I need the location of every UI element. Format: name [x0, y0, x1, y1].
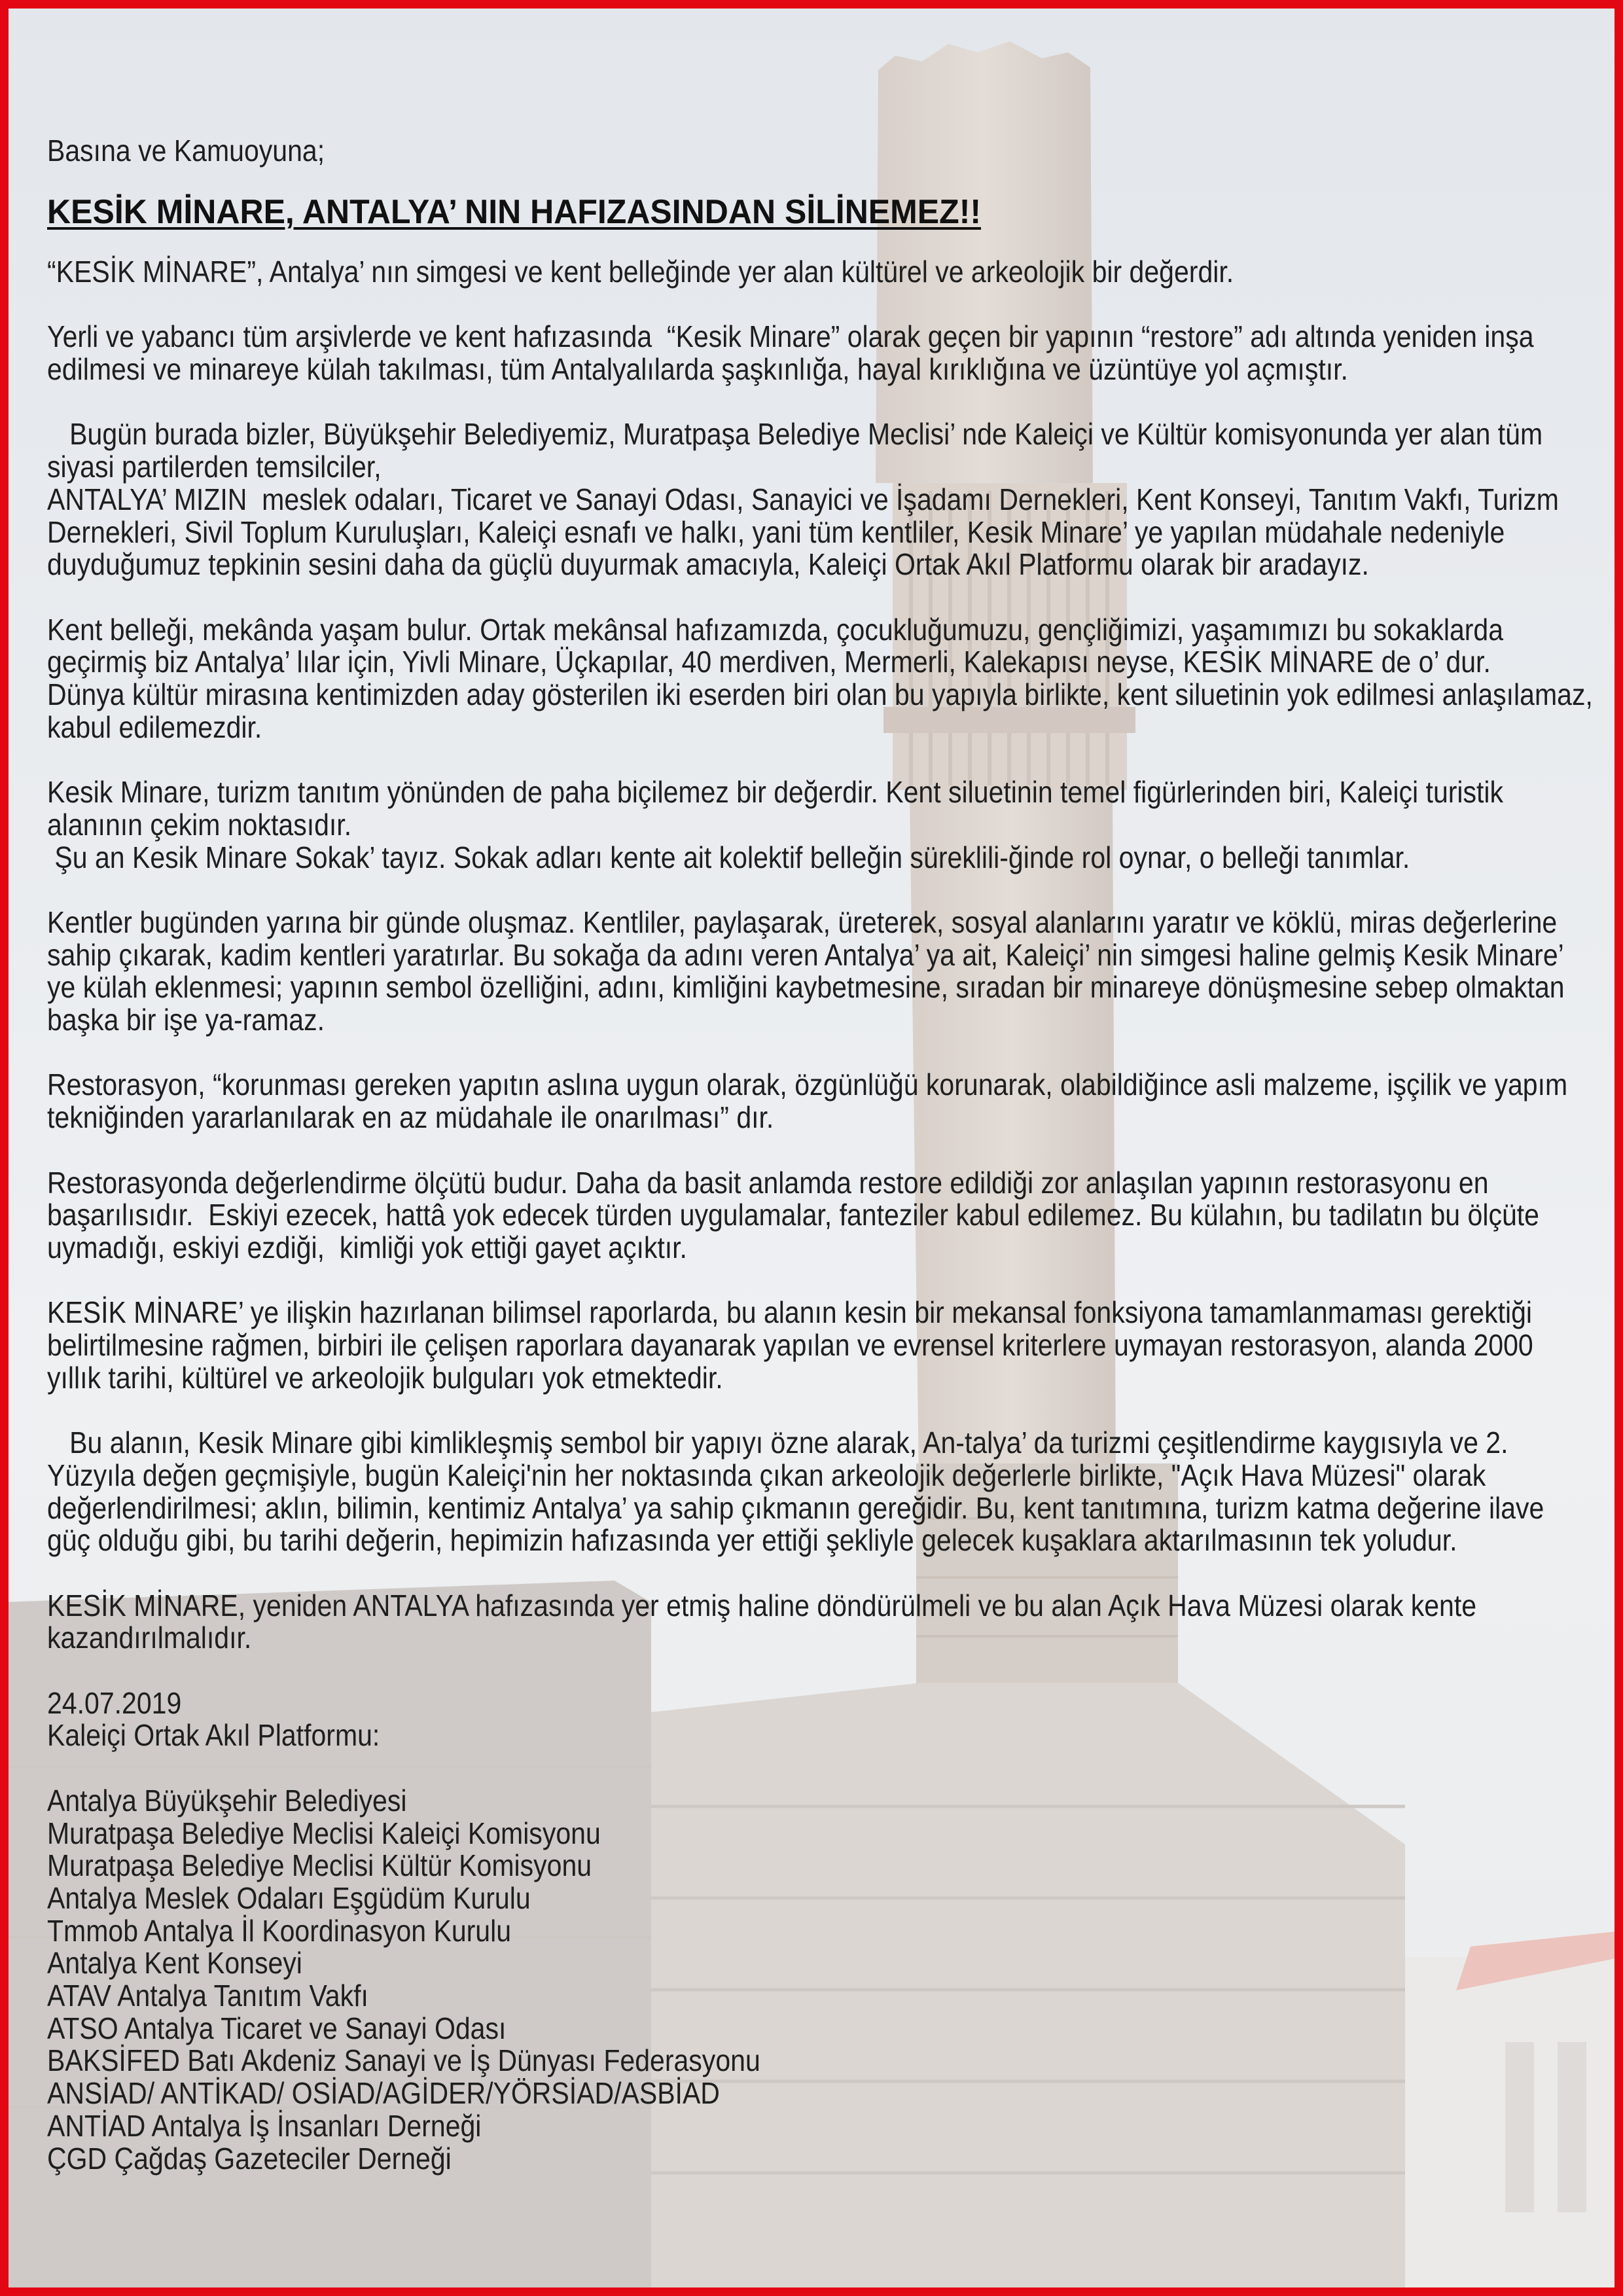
- paragraph-line: yıllık tarihi, kültürel ve arkeolojik bulguları yok etmektedir.: [47, 1360, 723, 1395]
- signatory-list-item: ATSO Antalya Ticaret ve Sanayi Odası: [47, 2011, 507, 2045]
- paragraph-line: kabul edilemezdir.: [47, 709, 262, 744]
- paragraph-line: edilmesi ve minareye külah takılması, tüm Antalyalılarda şaşkınlığa, hayal kırıklığına ve üzüntüye yol açmıştır.: [47, 352, 1348, 387]
- signatory-list: [47, 1785, 1593, 2175]
- paragraph-line: güç olduğu gibi, bu tarihi değerin, hepimizin hafızasında yer ettiği şekliyle gelecek kuşaklara aktarılmasının tek yoludur.: [47, 1523, 1457, 1558]
- paragraph-line: KESİK MİNARE’ ye ilişkin hazırlanan bilimsel raporlarda, bu alanın kesin bir mekansal fonksiyona tamamlanmaması gerektiği: [47, 1295, 1533, 1330]
- paragraph-line: duyduğumuz tepkinin sesini daha da güçlü duyurmak amacıyla, Kaleiçi Ortak Akıl Platformu olarak bir aradayız.: [47, 547, 1369, 582]
- signatory-list-item: Muratpaşa Belediye Meclisi Kültür Komisyonu: [47, 1848, 592, 1883]
- paragraph-line: başarılısıdır. Eskiyi ezecek, hattâ yok edecek türden uygulamalar, fanteziler kabul edilemez. Bu külahın, bu tadilatın bu ölçüte: [47, 1198, 1539, 1232]
- paragraph: [47, 1297, 1593, 1394]
- paragraph-line: ANTALYA’ MIZIN meslek odaları, Ticaret ve Sanayi Odası, Sanayici ve İşadamı Dernekleri, Kent Konseyi, Tanıtım Vakfı, Turizm: [47, 482, 1559, 516]
- paragraph-line: “KESİK MİNARE”, Antalya’ nın simgesi ve kent belleğinde yer alan kültürel ve arkeolojik bir değerdir.: [47, 255, 1234, 289]
- paragraph-line: belirtilmesine rağmen, birbiri ile çelişen raporlara dayanarak yapılan ve evrensel kriterlere uymayan restorasyon, alanda 2000: [47, 1328, 1533, 1363]
- paragraph-line: Şu an Kesik Minare Sokak’ tayız. Sokak adları kente ait kolektif belleğin süreklili-ğinde rol oynar, o belleği tanımlar.: [47, 840, 1410, 874]
- paragraph-line: Restorasyon, “korunması gereken yapıtın aslına uygun olarak, özgünlüğü korunarak, olabildiğince asli malzeme, işçilik ve yapım: [47, 1067, 1568, 1102]
- paragraph-line: kazandırılmalıdır.: [47, 1621, 252, 1655]
- paragraph-line: Yüzyıla değen geçmişiyle, bugün Kaleiçi'nin her noktasında çıkan arkeolojik değerlerle birlikte, "Açık Hava Müzesi" olarak: [47, 1458, 1486, 1492]
- paragraph-line: Dernekleri, Sivil Toplum Kuruluşları, Kaleiçi esnafı ve halkı, yani tüm kentliler, Kesik Minare’ ye yapılan müdahale nedeniyle: [47, 514, 1505, 549]
- paragraph-line: Bu alanın, Kesik Minare gibi kimlikleşmiş sembol bir yapıyı özne alarak, An-talya’ da turizmi çeşitlendirme kaygısıyla ve 2.: [47, 1426, 1508, 1460]
- paragraph: [47, 1590, 1593, 1655]
- document-body: [47, 256, 1593, 2175]
- paragraph: [47, 776, 1593, 874]
- paragraph-line: Dünya kültür mirasına kentimizden aday gösterilen iki eserden biri olan bu yapıyla birlikte, kent siluetinin yok edilmesi anlaşılamaz,: [47, 677, 1593, 712]
- signatory-list-item: Tmmob Antalya İl Koordinasyon Kurulu: [47, 1913, 512, 1948]
- paragraph-line: geçirmiş biz Antalya’ lılar için, Yivli Minare, Üçkapılar, 40 merdiven, Mermerli, Kalekapısı neyse, KESİK MİNARE de o’ dur.: [47, 645, 1491, 679]
- paragraph: [47, 418, 1593, 581]
- paragraph-line: alanının çekim noktasıdır.: [47, 807, 352, 842]
- paragraph-line: ye külah eklenmesi; yapının sembol özelliğini, adını, kimliğini kaybetmesine, sıradan bir minareye dönüşmesine sebep olmaktan: [47, 970, 1565, 1005]
- paragraph-line: Restorasyonda değerlendirme ölçütü budur. Daha da basit anlamda restore edildiği zor anlaşılan yapının restorasyonu en: [47, 1165, 1489, 1200]
- paragraph-line: başka bir işe ya-ramaz.: [47, 1003, 325, 1037]
- paragraph-line: uymadığı, eskiyi ezdiği, kimliği yok ettiği gayet açıktır.: [47, 1230, 687, 1265]
- paragraph: [47, 906, 1593, 1037]
- signatory-list-item: ÇGD Çağdaş Gazeteciler Derneği: [47, 2141, 452, 2176]
- signatory-list-item: ANSİAD/ ANTİKAD/ OSİAD/AGİDER/YÖRSİAD/ASBİAD: [47, 2076, 720, 2111]
- paragraph-line: Bugün burada bizler, Büyükşehir Belediyemiz, Muratpaşa Belediye Meclisi’ nde Kaleiçi ve Kültür komisyonunda yer alan tüm: [47, 417, 1543, 452]
- paragraph-line: siyasi partilerden temsilciler,: [47, 450, 382, 484]
- salutation: Basına ve Kamuoyuna;: [47, 134, 325, 168]
- signatory-list-item: Antalya Büyükşehir Belediyesi: [47, 1783, 407, 1818]
- signature-block: [47, 1687, 1593, 1752]
- paragraph-line: KESİK MİNARE, yeniden ANTALYA hafızasında yer etmiş haline döndürülmeli ve bu alan Açık Hava Müzesi olarak kente: [47, 1588, 1477, 1623]
- paragraph-line: Kentler bugünden yarına bir günde oluşmaz. Kentliler, paylaşarak, üreterek, sosyal alanlarını yaratır ve köklü, miras değerlerine: [47, 905, 1558, 939]
- paragraph-line: Kent belleği, mekânda yaşam bulur. Ortak mekânsal hafızamızda, çocukluğumuzu, gençliğimizi, yaşamımızı bu sokaklarda: [47, 612, 1504, 647]
- signatory-list-item: BAKSİFED Batı Akdeniz Sanayi ve İş Dünyası Federasyonu: [47, 2043, 760, 2078]
- paragraph-line: Yerli ve yabancı tüm arşivlerde ve kent hafızasında “Kesik Minare” olarak geçen bir yapının “restore” adı altında yeniden inşa: [47, 319, 1534, 354]
- date: 24.07.2019: [47, 1685, 182, 1720]
- paragraph-line: sahip çıkarak, kadim kentleri yaratırlar. Bu sokağa da adını veren Antalya’ ya ait, Kaleiçi’ nin simgesi haline gelmiş Kesik Minare’: [47, 937, 1564, 972]
- signatory-list-item: ATAV Antalya Tanıtım Vakfı: [47, 1979, 368, 2013]
- paragraph: [47, 614, 1593, 744]
- salutation-block: [47, 135, 325, 168]
- paragraph: [47, 1427, 1593, 1557]
- paragraph-line: Kesik Minare, turizm tanıtım yönünden de paha biçilemez bir değerdir. Kent siluetinin temel figürlerinden biri, Kaleiçi turistik: [47, 775, 1504, 810]
- paragraph: [47, 321, 1593, 386]
- headline: KESİK MİNARE, ANTALYA’ NIN HAFIZASINDAN SİLİNEMEZ!!: [47, 193, 982, 231]
- signatory-list-item: ANTİAD Antalya İş İnsanları Derneği: [47, 2108, 482, 2143]
- paragraph: [47, 256, 1593, 289]
- paragraph-line: değerlendirilmesi; aklın, bilimin, kentimiz Antalya’ ya sahip çıkmanın gereğidir. Bu, kent tanıtımına, turizm katma değerine ilave: [47, 1490, 1544, 1525]
- signatory-label: Kaleiçi Ortak Akıl Platformu:: [47, 1718, 380, 1753]
- signatory-list-item: Muratpaşa Belediye Meclisi Kaleiçi Komisyonu: [47, 1816, 601, 1850]
- signatory-list-item: Antalya Kent Konseyi: [47, 1946, 302, 1981]
- signatory-list-item: Antalya Meslek Odaları Eşgüdüm Kurulu: [47, 1880, 531, 1915]
- paragraph: [47, 1069, 1593, 1134]
- paragraph: [47, 1167, 1593, 1265]
- paragraph-line: tekniğinden yararlanılarak en az müdahale ile onarılması” dır.: [47, 1100, 774, 1135]
